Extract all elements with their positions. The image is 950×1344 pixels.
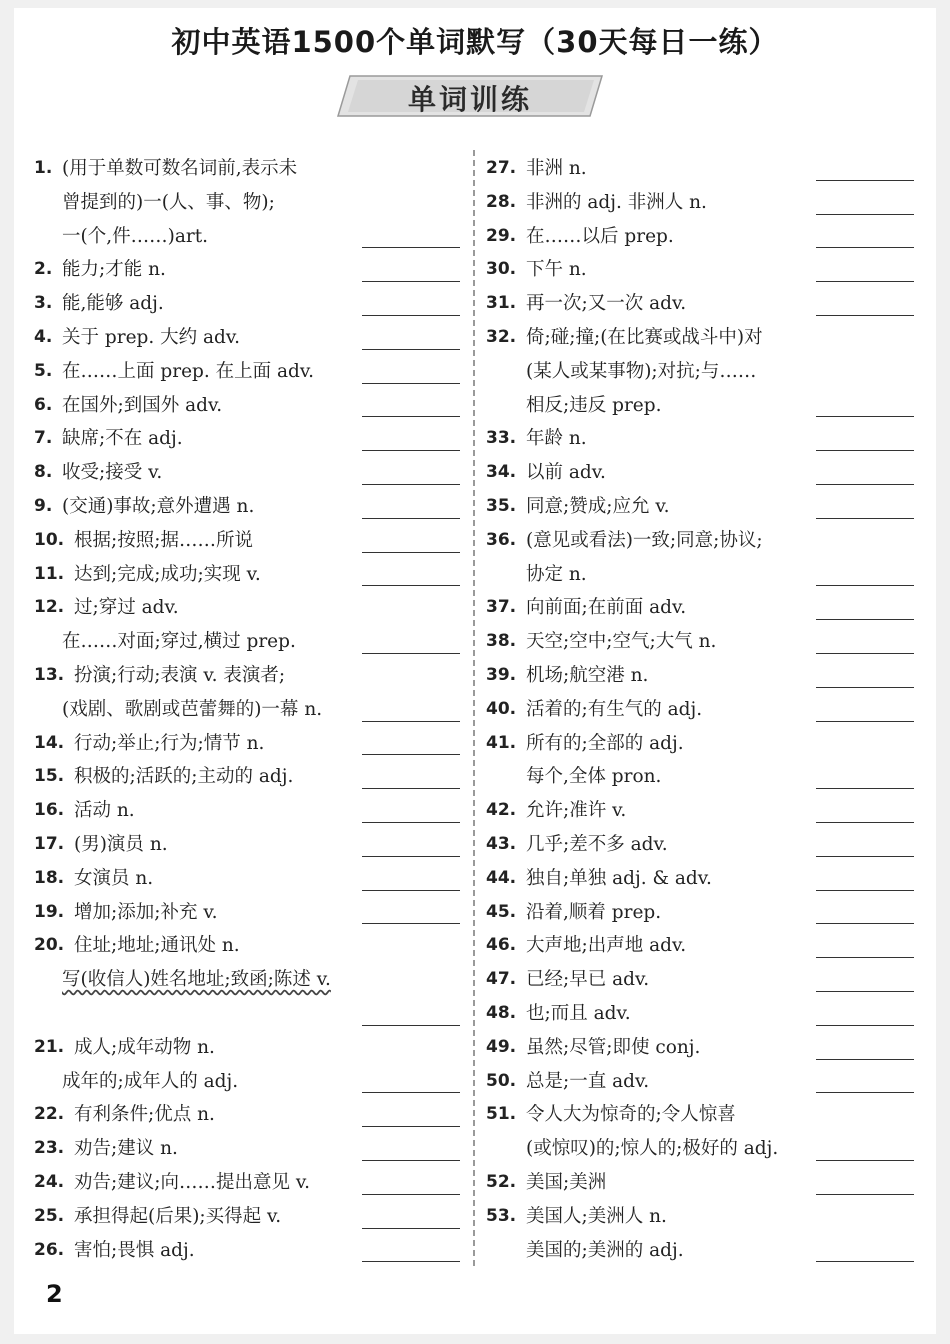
answer-blank[interactable] xyxy=(362,923,460,924)
item-definition: (或惊叹)的;惊人的;极好的 adj. xyxy=(526,1138,779,1160)
answer-blank[interactable] xyxy=(816,991,914,992)
item-number: 12. xyxy=(34,597,65,618)
item-definition: 允许;准许 v. xyxy=(526,800,627,822)
item-number: 28. xyxy=(486,191,517,212)
word-item-line xyxy=(34,828,460,862)
answer-blank[interactable] xyxy=(362,822,460,823)
answer-blank[interactable] xyxy=(816,450,914,451)
word-item-line xyxy=(486,422,914,456)
item-definition: (男)演员 n. xyxy=(74,833,168,855)
banner-title: 单词训练 xyxy=(407,83,532,116)
item-definition: 曾提到的)一(人、事、物); xyxy=(62,191,275,213)
item-number: 51. xyxy=(486,1104,517,1125)
item-number: 8. xyxy=(34,462,53,483)
item-definition: (交通)事故;意外遭遇 n. xyxy=(62,495,255,517)
word-item-line xyxy=(34,558,460,592)
item-definition: 增加;添加;补充 v. xyxy=(74,901,218,923)
answer-blank[interactable] xyxy=(816,180,914,181)
item-definition: 天空;空中;空气;大气 n. xyxy=(526,631,717,653)
item-number: 50. xyxy=(486,1070,517,1091)
word-item-line xyxy=(34,1234,460,1268)
word-item-line xyxy=(486,862,914,896)
word-item-line xyxy=(34,760,460,794)
answer-blank[interactable] xyxy=(816,822,914,823)
answer-blank[interactable] xyxy=(362,585,460,586)
item-definition: (用于单数可数名词前,表示未 xyxy=(62,158,298,179)
item-definition: 美国;美洲 xyxy=(526,1171,607,1193)
word-item-line xyxy=(34,253,460,287)
item-definition: 达到;完成;成功;实现 v. xyxy=(74,563,261,585)
right-column xyxy=(486,152,914,1267)
item-definition: 缺席;不在 adj. xyxy=(62,428,183,450)
answer-blank[interactable] xyxy=(816,890,914,891)
item-number: 52. xyxy=(486,1171,517,1192)
item-definition: 总是;一直 adv. xyxy=(526,1070,650,1092)
item-definition: 倚;碰;撞;(在比赛或战斗中)对 xyxy=(526,326,763,348)
word-item-line xyxy=(34,929,460,963)
item-number: 4. xyxy=(34,326,53,347)
item-number: 2. xyxy=(34,259,53,280)
word-item-line xyxy=(34,1132,460,1166)
item-number: 23. xyxy=(34,1138,65,1159)
answer-blank[interactable] xyxy=(362,754,460,755)
item-definition: (某人或某事物);对抗;与…… xyxy=(526,360,757,382)
answer-blank[interactable] xyxy=(816,1059,914,1060)
item-number: 37. xyxy=(486,597,517,618)
word-item-line xyxy=(486,558,914,592)
item-definition: 每个,全体 pron. xyxy=(526,766,662,788)
word-item-line xyxy=(34,152,460,186)
left-column xyxy=(34,152,460,1267)
item-definition: 非洲 n. xyxy=(526,158,587,179)
item-number: 49. xyxy=(486,1036,517,1057)
answer-blank[interactable] xyxy=(362,450,460,451)
word-item-line xyxy=(34,456,460,490)
answer-blank[interactable] xyxy=(816,1194,914,1195)
item-definition: 活动 n. xyxy=(74,800,135,822)
item-definition: 有利条件;优点 n. xyxy=(74,1104,215,1126)
answer-blank[interactable] xyxy=(362,315,460,316)
item-definition: 扮演;行动;表演 v. 表演者; xyxy=(74,664,286,686)
item-definition: 写(收信人)姓名地址;致函;陈述 v. xyxy=(62,969,331,991)
item-number: 45. xyxy=(486,901,517,922)
word-item-line xyxy=(486,625,914,659)
item-number: 11. xyxy=(34,563,65,584)
item-definition: 行动;举止;行为;情节 n. xyxy=(74,732,265,754)
word-item-line xyxy=(486,693,914,727)
word-item-line xyxy=(486,1098,914,1132)
item-definition: 过;穿过 adv. xyxy=(74,597,179,619)
word-item-line xyxy=(486,1065,914,1099)
item-definition: 虽然;尽管;即使 conj. xyxy=(526,1036,701,1058)
item-number: 19. xyxy=(34,901,65,922)
item-number: 31. xyxy=(486,293,517,314)
word-item-line xyxy=(34,422,460,456)
item-number: 20. xyxy=(34,935,65,956)
item-definition: 已经;早已 adv. xyxy=(526,969,650,991)
word-item-line xyxy=(486,321,914,355)
item-number: 36. xyxy=(486,529,517,550)
page-number: 2 xyxy=(46,1280,63,1308)
word-item-line xyxy=(486,1200,914,1234)
item-definition: 机场;航空港 n. xyxy=(526,664,649,686)
item-number: 5. xyxy=(34,360,53,381)
item-number: 13. xyxy=(34,664,65,685)
item-definition: 在……上面 prep. 在上面 adv. xyxy=(62,360,315,382)
word-item-line xyxy=(34,963,460,997)
item-number: 30. xyxy=(486,259,517,280)
word-item-line xyxy=(34,794,460,828)
word-item-line xyxy=(486,963,914,997)
answer-blank[interactable] xyxy=(362,1092,460,1093)
answer-blank[interactable] xyxy=(816,923,914,924)
answer-blank[interactable] xyxy=(362,349,460,350)
answer-blank[interactable] xyxy=(816,315,914,316)
item-definition: 令人大为惊奇的;令人惊喜 xyxy=(526,1104,736,1126)
item-definition: 也;而且 adv. xyxy=(526,1002,631,1024)
word-item-line xyxy=(486,389,914,423)
answer-blank[interactable] xyxy=(362,1261,460,1262)
item-definition: 积极的;活跃的;主动的 adj. xyxy=(74,766,294,788)
item-number: 15. xyxy=(34,766,65,787)
item-definition: 所有的;全部的 adj. xyxy=(526,732,684,754)
word-item-line xyxy=(34,1065,460,1099)
item-number: 39. xyxy=(486,664,517,685)
item-number: 26. xyxy=(34,1239,65,1260)
word-item-line xyxy=(34,1200,460,1234)
item-definition: 在……对面;穿过,横过 prep. xyxy=(62,631,296,653)
word-item-line xyxy=(486,1234,914,1268)
item-definition: 协定 n. xyxy=(526,563,587,585)
item-definition: 再一次;又一次 adv. xyxy=(526,293,687,315)
item-definition: 害怕;畏惧 adj. xyxy=(74,1239,195,1261)
answer-blank[interactable] xyxy=(362,788,460,789)
item-number: 16. xyxy=(34,800,65,821)
word-item-line xyxy=(486,152,914,186)
item-number: 38. xyxy=(486,631,517,652)
item-number: 14. xyxy=(34,732,65,753)
item-definition: 关于 prep. 大约 adv. xyxy=(62,326,241,348)
answer-blank[interactable] xyxy=(816,856,914,857)
word-item-line xyxy=(486,287,914,321)
answer-blank[interactable] xyxy=(816,214,914,215)
answer-blank[interactable] xyxy=(816,653,914,654)
word-item-line xyxy=(34,389,460,423)
word-item-line xyxy=(34,524,460,558)
item-definition: 下午 n. xyxy=(526,259,587,281)
item-number: 34. xyxy=(486,462,517,483)
answer-blank[interactable] xyxy=(816,1261,914,1262)
answer-blank[interactable] xyxy=(362,416,460,417)
answer-blank[interactable] xyxy=(816,518,914,519)
item-number: 48. xyxy=(486,1002,517,1023)
item-number: 41. xyxy=(486,732,517,753)
answer-blank[interactable] xyxy=(362,518,460,519)
word-item-line xyxy=(34,321,460,355)
word-item-line xyxy=(486,794,914,828)
answer-blank[interactable] xyxy=(816,788,914,789)
answer-blank[interactable] xyxy=(362,1025,460,1026)
item-definition: 美国人;美洲人 n. xyxy=(526,1205,667,1227)
item-number: 18. xyxy=(34,867,65,888)
answer-blank[interactable] xyxy=(816,957,914,958)
item-definition: 大声地;出声地 adv. xyxy=(526,935,687,957)
word-item-line xyxy=(486,253,914,287)
word-item-line xyxy=(34,659,460,693)
answer-blank[interactable] xyxy=(816,721,914,722)
word-item-line xyxy=(486,490,914,524)
word-item-line xyxy=(486,929,914,963)
item-definition: 承担得起(后果);买得起 v. xyxy=(74,1205,282,1227)
item-number: 7. xyxy=(34,428,53,449)
item-definition: (戏剧、歌剧或芭蕾舞的)一幕 n. xyxy=(62,698,323,720)
item-number: 43. xyxy=(486,833,517,854)
answer-blank[interactable] xyxy=(362,552,460,553)
item-number: 29. xyxy=(486,225,517,246)
item-number: 42. xyxy=(486,800,517,821)
item-number: 25. xyxy=(34,1205,65,1226)
answer-blank[interactable] xyxy=(816,247,914,248)
word-item-line xyxy=(486,828,914,862)
item-definition: 一(个,件……)art. xyxy=(62,225,209,247)
item-definition: 活着的;有生气的 adj. xyxy=(526,698,703,720)
item-number: 24. xyxy=(34,1171,65,1192)
item-definition: 在……以后 prep. xyxy=(526,225,674,247)
item-definition: 劝告;建议;向……提出意见 v. xyxy=(74,1171,310,1193)
word-item-line xyxy=(486,760,914,794)
item-number: 6. xyxy=(34,394,53,415)
word-item-line xyxy=(34,727,460,761)
item-number: 32. xyxy=(486,326,517,347)
answer-blank[interactable] xyxy=(362,1194,460,1195)
item-definition: 女演员 n. xyxy=(74,867,154,889)
word-item-line xyxy=(486,456,914,490)
answer-blank[interactable] xyxy=(362,721,460,722)
word-item-line xyxy=(486,1031,914,1065)
word-item-line xyxy=(486,186,914,220)
item-definition: 根据;按照;据……所说 xyxy=(74,529,253,551)
answer-blank[interactable] xyxy=(362,247,460,248)
word-item-line xyxy=(486,659,914,693)
item-definition: 非洲的 adj. 非洲人 n. xyxy=(526,191,707,213)
item-number: 9. xyxy=(34,495,53,516)
item-definition: 能,能够 adj. xyxy=(62,293,164,315)
item-definition: 年龄 n. xyxy=(526,428,587,450)
answer-blank[interactable] xyxy=(362,856,460,857)
item-definition: 几乎;差不多 adv. xyxy=(526,833,668,855)
item-number: 17. xyxy=(34,833,65,854)
word-item-line xyxy=(34,591,460,625)
item-number: 3. xyxy=(34,293,53,314)
item-definition: 独自;单独 adj. & adv. xyxy=(526,867,712,889)
item-number: 1. xyxy=(34,158,53,178)
item-definition: 收受;接受 v. xyxy=(62,462,163,484)
item-number: 53. xyxy=(486,1205,517,1226)
answer-blank[interactable] xyxy=(816,484,914,485)
word-item-line xyxy=(34,186,460,220)
item-number: 35. xyxy=(486,495,517,516)
item-number: 27. xyxy=(486,158,517,178)
word-item-line xyxy=(486,896,914,930)
answer-blank[interactable] xyxy=(816,585,914,586)
item-number: 10. xyxy=(34,529,65,550)
item-number: 40. xyxy=(486,698,517,719)
answer-blank[interactable] xyxy=(362,890,460,891)
word-item-line xyxy=(34,490,460,524)
answer-blank[interactable] xyxy=(362,281,460,282)
word-item-line xyxy=(486,524,914,558)
word-item-line xyxy=(486,220,914,254)
word-item-line xyxy=(34,1031,460,1065)
word-item-line xyxy=(486,1132,914,1166)
word-item-line xyxy=(34,693,460,727)
answer-blank[interactable] xyxy=(362,653,460,654)
answer-blank[interactable] xyxy=(816,1025,914,1026)
word-item-line xyxy=(34,287,460,321)
answer-blank[interactable] xyxy=(816,416,914,417)
word-item-line xyxy=(34,355,460,389)
item-definition: 劝告;建议 n. xyxy=(74,1138,178,1160)
item-definition: (意见或看法)一致;同意;协议; xyxy=(526,529,763,551)
item-definition: 美国的;美洲的 adj. xyxy=(526,1239,684,1261)
item-number: 44. xyxy=(486,867,517,888)
word-item-line xyxy=(34,625,460,659)
word-item-line xyxy=(486,591,914,625)
worksheet-page xyxy=(14,8,936,1334)
item-number: 22. xyxy=(34,1104,65,1125)
item-definition: 住址;地址;通讯处 n. xyxy=(74,935,240,957)
word-item-line xyxy=(34,896,460,930)
answer-blank[interactable] xyxy=(362,1160,460,1161)
answer-blank[interactable] xyxy=(816,1092,914,1093)
item-definition: 向前面;在前面 adv. xyxy=(526,597,687,619)
item-number: 47. xyxy=(486,969,517,990)
answer-blank[interactable] xyxy=(362,484,460,485)
item-definition: 相反;违反 prep. xyxy=(526,394,662,416)
answer-blank[interactable] xyxy=(362,1228,460,1229)
item-definition: 成年的;成年人的 adj. xyxy=(62,1070,239,1092)
answer-blank[interactable] xyxy=(816,281,914,282)
word-item-line xyxy=(486,997,914,1031)
answer-blank[interactable] xyxy=(362,383,460,384)
word-item-line xyxy=(34,997,460,1031)
column-divider xyxy=(473,150,475,1266)
item-definition: 在国外;到国外 adv. xyxy=(62,394,223,416)
answer-blank[interactable] xyxy=(362,1126,460,1127)
answer-blank[interactable] xyxy=(816,619,914,620)
answer-blank[interactable] xyxy=(816,687,914,688)
word-item-line xyxy=(486,727,914,761)
word-item-line xyxy=(34,220,460,254)
word-item-line xyxy=(34,862,460,896)
word-item-line xyxy=(486,1166,914,1200)
item-definition: 以前 adv. xyxy=(526,462,606,484)
word-item-line xyxy=(34,1098,460,1132)
word-item-line xyxy=(486,355,914,389)
item-number: 33. xyxy=(486,428,517,449)
item-definition: 能力;才能 n. xyxy=(62,259,166,281)
page-title: 初中英语1500个单词默写（30天每日一练） xyxy=(171,25,779,59)
item-number: 46. xyxy=(486,935,517,956)
section-banner xyxy=(336,74,604,118)
item-definition: 沿着,顺着 prep. xyxy=(526,901,662,923)
word-item-line xyxy=(34,1166,460,1200)
item-definition: 成人;成年动物 n. xyxy=(74,1036,215,1058)
item-definition: 同意;赞成;应允 v. xyxy=(526,495,670,517)
answer-blank[interactable] xyxy=(816,1160,914,1161)
item-number: 21. xyxy=(34,1036,65,1057)
